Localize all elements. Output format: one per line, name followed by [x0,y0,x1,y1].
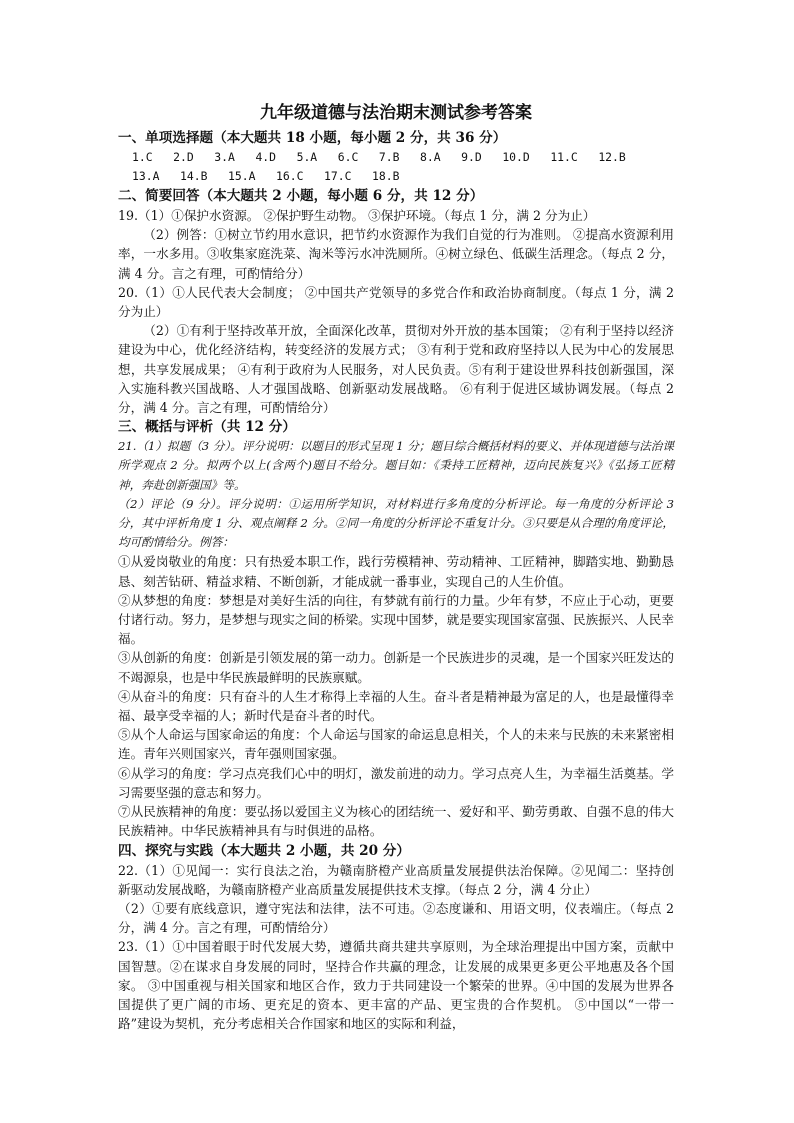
answer-document [118,100,674,1033]
answer-23-1: 23.（1）①中国着眼于时代发展大势，遵循共商共建共享原则，为全球治理提出中国方案，贡献中国智慧。②在谋求自身发展的同时，坚持合作共赢的理念，让发展的成果更多更公平地惠及各个国家。 ③中国重视与相关国家和地区合作，致力于共同建设一个繁荣的世界。④中国的发展为世界各国提供了更广阔的市场、更充足的资本、更丰富的产品、更宝贵的合作契机。 ⑤中国以“一带一路”建设为契机，充分考虑相关合作国家和地区的实际和利益， [118,939,674,1032]
answer-19-1: 19.（1）①保护水资源。 ②保护野生动物。 ③保护环境。（每点 1 分，满 2 分为止） [118,208,596,223]
section-single-choice [118,128,674,186]
answer-22-1: 22.（1）①见闻一：实行良法之治，为赣南脐橙产业高质量发展提供法治保障。②见闻二：坚持创新驱动发展战略，为赣南脐橙产业高质量发展提供技术支撑。（每点 2 分，满 4 分止） [118,862,674,897]
comment-point-7: ⑦从民族精神的角度：要弘扬以爱国主义为核心的团结统一、爱好和平、勤劳勇敢、自强不息的伟大民族精神。中华民族精神具有与时俱进的品格。 [118,804,674,839]
section-inquiry-practice [118,841,674,1034]
comment-point-6: ⑥从学习的角度：学习点亮我们心中的明灯，激发前进的动力。学习点亮人生，为幸福生活奠基。学习需要坚强的意志和努力。 [118,765,674,800]
answer-21-1: 21.（1）拟题（3 分）。评分说明：以题目的形式呈现 1 分；题目综合概括材料的要义、并体现道德与法治课所学观点 2 分。拟两个以上(含两个)题目不给分。题目如：《秉持工匠精神，迈向民族复兴》《弘扬工匠精神，奔赴创新强国》等。 [118,439,674,492]
section-heading: 二、简要回答（本大题共 2 小题，每小题 6 分，共 12 分） [118,188,484,204]
section-heading: 一、单项选择题（本大题共 18 小题，每小题 2 分，共 36 分） [118,130,507,146]
comment-point-1: ①从爱岗敬业的角度：只有热爱本职工作，践行劳模精神、劳动精神、工匠精神，脚踏实地、勤勤恳恳、刻苦钻研、精益求精、不断创新，才能成就一番事业，实现自己的人生价值。 [118,554,674,589]
comment-point-5: ⑤从个人命运与国家命运的角度：个人命运与国家的命运息息相关，个人的未来与民族的未来紧密相连。青年兴则国家兴，青年强则国家强。 [118,727,674,762]
answer-row-1: 1.C 2.D 3.A 4.D 5.A 6.C 7.B 8.A 9.D 10.D 11.C 12.B [132,150,626,164]
answer-22-2: （2）①要有底线意识，遵守宪法和法律，法不可违。②态度谦和、用语文明，仪表端庄。（每点 2 分，满 4 分。言之有理，可酌情给分） [118,900,674,936]
section-summary-analysis [118,417,674,840]
section-heading: 三、概括与评析（共 12 分） [118,419,296,436]
comment-point-2: ②从梦想的角度：梦想是对美好生活的向往，有梦就有前行的力量。少年有梦，不应止于心动，更要付诸行动。努力，是梦想与现实之间的桥梁。实现中国梦，就是要实现国家富强、民族振兴、人民幸福。 [118,592,674,647]
section-brief-answer [118,186,674,417]
comment-point-3: ③从创新的角度：创新是引领发展的第一动力。创新是一个民族进步的灵魂，是一个国家兴旺发达的不竭源泉，也是中华民族最鲜明的民族禀赋。 [118,650,674,685]
comment-point-4: ④从奋斗的角度：只有奋斗的人生才称得上幸福的人生。奋斗者是精神最为富足的人，也是最懂得幸福、最享受幸福的人；新时代是奋斗者的时代。 [118,688,674,724]
answer-21-2: （2）评论（9 分）。评分说明：①运用所学知识，对材料进行多角度的分析评论。每一角度的分析评论 3 分，其中评析角度 1 分、观点阐释 2 分。②同一角度的分析评论不重复计分。③只要是从合理的角度评论，均可酌情给分。例答： [118,496,674,550]
answer-20-1: 20.（1）①人民代表大会制度； ②中国共产党领导的多党合作和政治协商制度。（每点 1 分，满 2 分为止） [118,284,674,320]
document-title: 九年级道德与法治期末测试参考答案 [260,103,532,123]
section-heading: 四、探究与实践（本大题共 2 小题，共 20 分） [118,842,410,859]
answer-19-2: （2）例答：①树立节约用水意识，把节约水资源作为我们自觉的行为准则。 ②提高水资源利用率，一水多用。③收集家庭洗菜、淘米等污水冲洗厕所。④树立绿色、低碳生活理念。（每点 2 分，满 4 分。言之有理，可酌情给分） [118,227,674,281]
answer-20-2: （2）①有利于坚持改革开放，全面深化改革，贯彻对外开放的基本国策； ②有利于坚持以经济建设为中心，优化经济结构，转变经济的发展方式； ③有利于党和政府坚持以人民为中心的发展思想，共享发展成果； ④有利于政府为人民服务，对人民负责。⑤有利于建设世界科技创新强国，深入实施科教兴国战略、人才强国战略、创新驱动发展战略。 ⑥有利于促进区域协调发展。（每点 2 分，满 4 分。言之有理，可酌情给分） [118,323,674,416]
answer-row-2: 13.A 14.B 15.A 16.C 17.C 18.B [132,169,400,183]
